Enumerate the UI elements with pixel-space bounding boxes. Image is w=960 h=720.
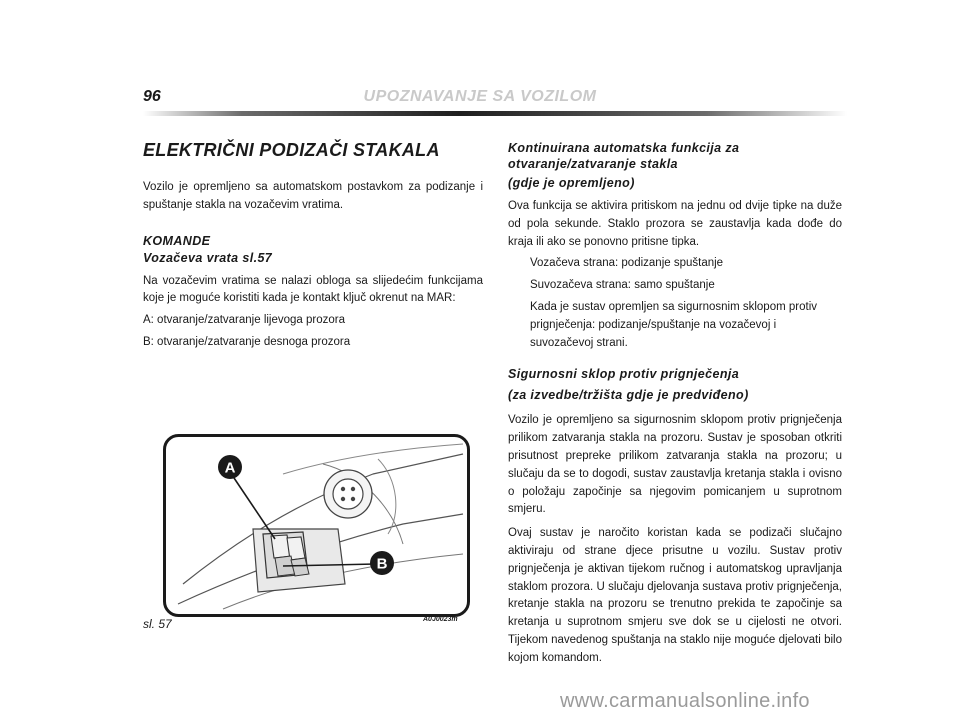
bullet-driver: Vozačeva strana: podizanje spuštanje	[530, 257, 724, 270]
section-title: ELEKTRIČNI PODIZAČI STAKALA	[143, 140, 440, 160]
anti-pinch-paragraph-2: Ovaj sustav je naročito koristan kada se podizači slučajno aktiviraju od strane djece prisutne u vozilu. Sustav protiv prignječenja je aktivan tijekom ručnog i automatskog upravljanja staklom prozora. U slučaju djelovanja sustava protiv prignječenja, kretanje stakla na prozoru se trenutno prekida te započinje sa kretanja u suprotnom smjeru sve dok se u cijelosti ne otvori. Tijekom navedenog spuštanja na staklo nije moguće djelovati bilo kojom komandom.	[508, 527, 842, 664]
figure-window-switches	[163, 434, 470, 617]
header-rule	[143, 111, 847, 116]
auto-function-paragraph: Ova funkcija se aktivira pritiskom na jednu od dvije tipke na duže od pola sekunde. Staklo prozora se zaustavlja kada dođe do kraja ili ako se ponovno pritisne tipka.	[508, 200, 842, 248]
anti-pinch-paragraph-1: Vozilo je opremljeno sa sigurnosnim sklopom protiv prignječenja prilikom zatvaranja stakla na prozoru. Sustav je sposoban otkriti prisutnost prepreke prilikom zatvaranja stakla na prozoru; u slučaju da se to dogodi, sustav zaustavlja kretanja stakla i ovisno o položaju započinje sa njegovim pomicanjem u suprotnom smjeru.	[508, 414, 842, 516]
bullet-passenger: Suvozačeva strana: samo spuštanje	[530, 279, 715, 292]
anti-pinch-heading: Sigurnosni sklop protiv prignječenja	[508, 367, 740, 382]
bullet-anti-pinch: Kada je sustav opremljen sa sigurnosnim sklopom protiv prignječenja: podizanje/spuštanje na vozačevoj i suvozačevoj strani.	[530, 300, 817, 349]
auto-function-heading: Kontinuirana automatska funkcija za otvaranje/zatvaranje stakla	[508, 141, 740, 171]
label-b: B	[376, 555, 388, 573]
item-b: B: otvaranje/zatvaranje desnoga prozora	[143, 335, 351, 348]
figure-code: A0J0023m	[423, 616, 458, 623]
running-header: UPOZNAVANJE SA VOZILOM	[363, 88, 597, 105]
driver-door-paragraph: Na vozačevim vratima se nalazi obloga sa slijedećim funkcijama koje je moguće koristiti kada je kontakt ključ okrenut na MAR:	[143, 274, 483, 305]
driver-door-heading: Vozačeva vrata sl.57	[143, 250, 273, 265]
figure-caption: sl. 57	[143, 617, 172, 631]
intro-paragraph: Vozilo je opremljeno sa automatskom postavkom za podizanje i spuštanje stakla na vozačevim vratima.	[143, 181, 483, 211]
right-column	[508, 140, 842, 668]
auto-function-subheading: (gdje je opremljeno)	[508, 176, 635, 190]
anti-pinch-subheading: (za izvedbe/tržišta gdje je predviđeno)	[508, 388, 749, 403]
watermark: www.carmanualsonline.info	[560, 690, 810, 712]
page-number: 96	[143, 88, 161, 105]
label-a: A	[224, 459, 236, 477]
commands-heading: KOMANDE	[143, 233, 211, 248]
item-a: A: otvaranje/zatvaranje lijevoga prozora	[143, 314, 346, 327]
left-column	[143, 140, 483, 352]
